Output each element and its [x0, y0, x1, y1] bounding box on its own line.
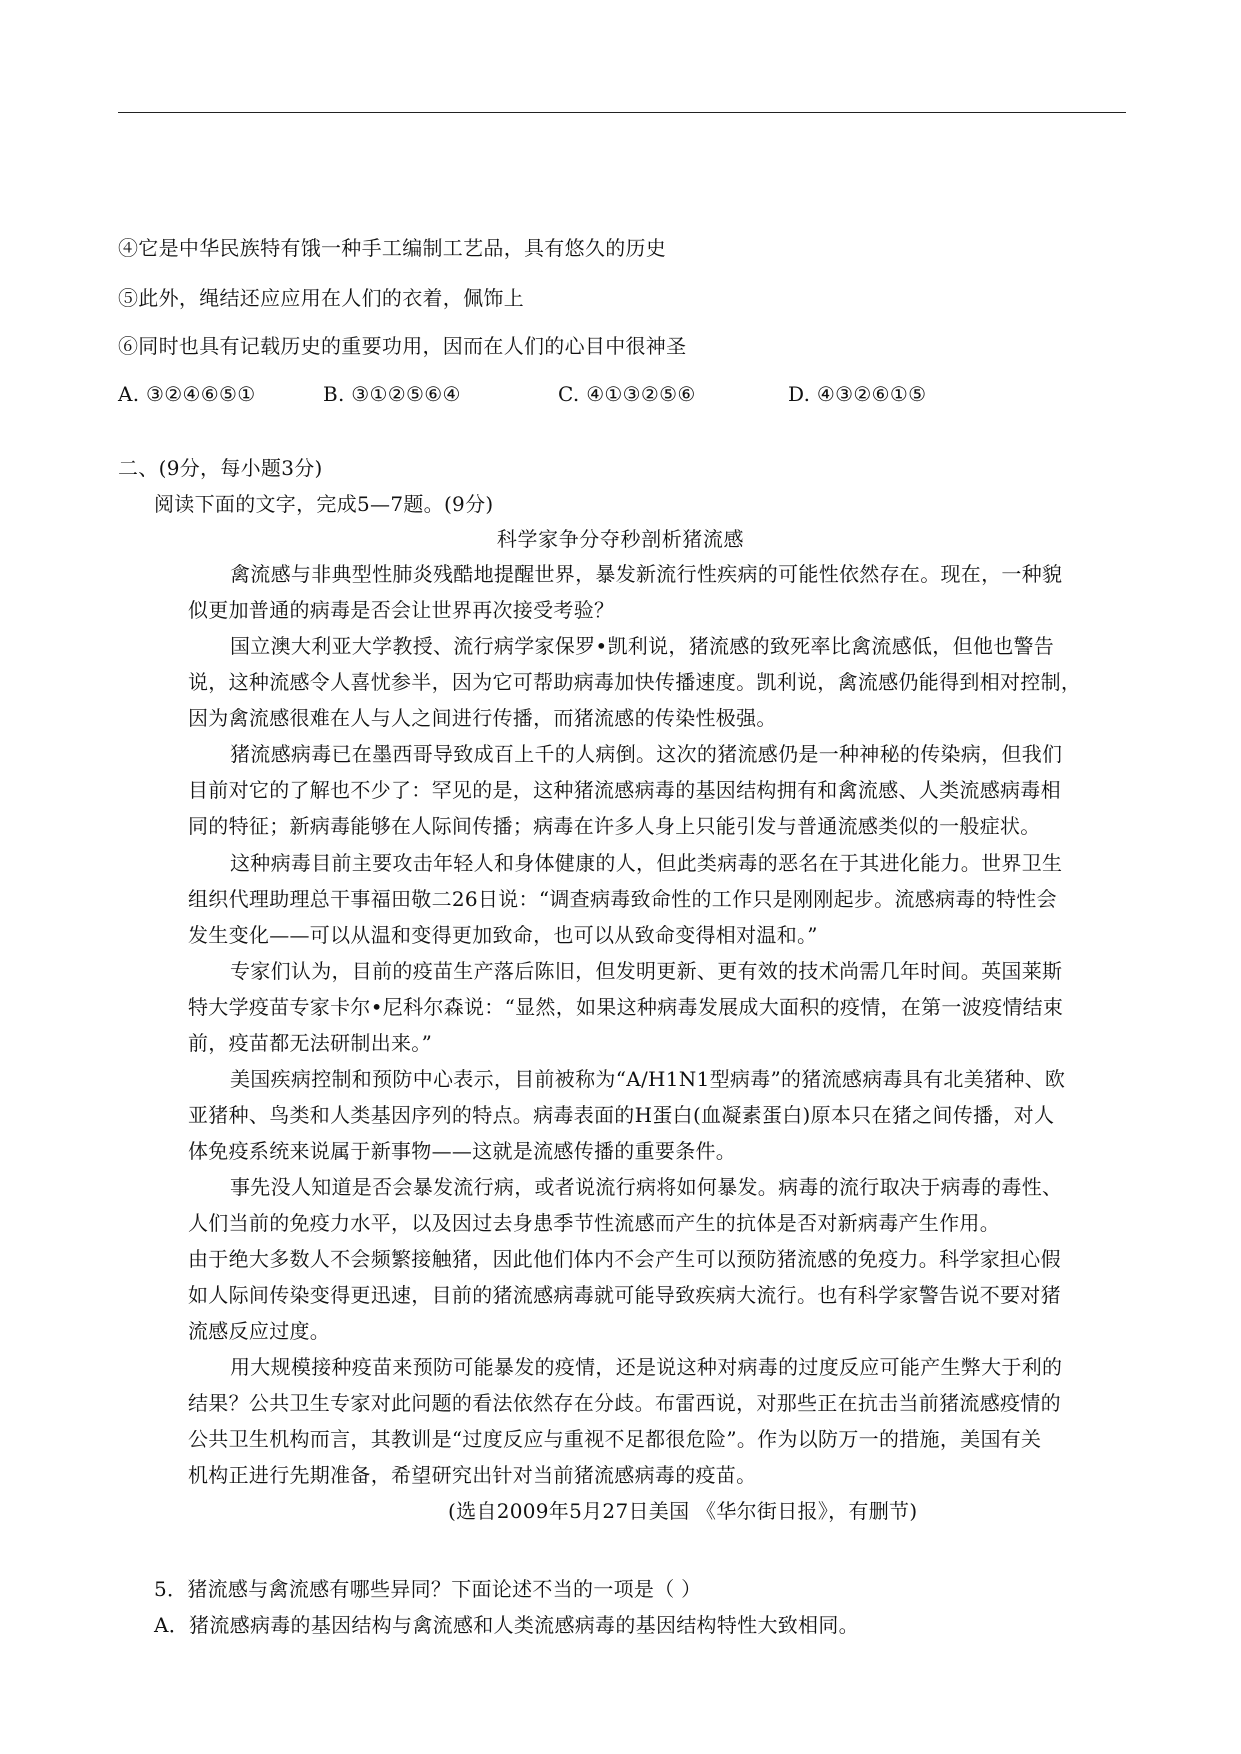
- item-6: ⑥同时也具有记载历史的重要功用，因而在人们的心目中很神圣: [118, 334, 687, 358]
- paragraph-line: 亚猪种、鸟类和人类基因序列的特点。病毒表面的H蛋白(血凝素蛋白)原本只在猪之间传播，对人: [188, 1103, 1055, 1127]
- paragraph-line: 公共卫生机构而言，其教训是“过度反应与重视不足都很危险”。作为以防万一的措施，美国有关: [188, 1427, 1042, 1451]
- question-5-option-a: A．猪流感病毒的基因结构与禽流感和人类流感病毒的基因结构特性大致相同。: [154, 1613, 859, 1637]
- paragraph-line: 专家们认为，目前的疫苗生产落后陈旧，但发明更新、更有效的技术尚需几年时间。英国莱斯: [230, 959, 1063, 983]
- paragraph-line: 发生变化——可以从温和变得更加致命，也可以从致命变得相对温和。”: [188, 923, 818, 947]
- header-rule: [118, 112, 1126, 113]
- paragraph-line: 猪流感病毒已在墨西哥导致成百上千的人病倒。这次的猪流感仍是一种神秘的传染病，但我们: [230, 742, 1063, 766]
- item-4: ④它是中华民族特有饿一种手工编制工艺品，具有悠久的历史: [118, 236, 667, 260]
- answer-options: [118, 382, 1118, 406]
- paragraph-line: 用大规模接种疫苗来预防可能暴发的疫情，还是说这种对病毒的过度反应可能产生弊大于利的: [230, 1355, 1063, 1379]
- option-c: C. ④①③②⑤⑥: [558, 382, 696, 406]
- paragraph-line: 组织代理助理总干事福田敬二26日说：“调查病毒致命性的工作只是刚刚起步。流感病毒的特性会: [188, 887, 1057, 911]
- paragraph-line: 体免疫系统来说属于新事物——这就是流感传播的重要条件。: [188, 1139, 737, 1163]
- question-5: 5．猪流感与禽流感有哪些异同？下面论述不当的一项是（ ）: [154, 1577, 702, 1601]
- paragraph-line: 目前对它的了解也不少了：罕见的是，这种猪流感病毒的基因结构拥有和禽流感、人类流感病毒相: [188, 778, 1061, 802]
- paragraph-line: 特大学疫苗专家卡尔•尼科尔森说：“显然，如果这种病毒发展成大面积的疫情，在第一波疫情结束: [188, 995, 1064, 1019]
- paragraph-line: 禽流感与非典型性肺炎残酷地提醒世界，暴发新流行性疾病的可能性依然存在。现在，一种貌: [230, 562, 1063, 586]
- paragraph-line: 由于绝大多数人不会频繁接触猪，因此他们体内不会产生可以预防猪流感的免疫力。科学家担心假: [188, 1247, 1061, 1271]
- option-d: D. ④③②⑥①⑤: [788, 382, 927, 406]
- reading-instruction: 阅读下面的文字，完成5—7题。(9分): [154, 492, 494, 516]
- article-title: 科学家争分夺秒剖析猪流感: [496, 527, 745, 551]
- paragraph-line: 如人际间传染变得更迅速，目前的猪流感病毒就可能导致疾病大流行。也有科学家警告说不要对猪: [188, 1283, 1061, 1307]
- paragraph-line: 因为禽流感很难在人与人之间进行传播，而猪流感的传染性极强。: [188, 706, 777, 730]
- paragraph-line: 同的特征；新病毒能够在人际间传播；病毒在许多人身上只能引发与普通流感类似的一般症状。: [188, 814, 1041, 838]
- paragraph-line: 事先没人知道是否会暴发流行病，或者说流行病将如何暴发。病毒的流行取决于病毒的毒性、: [230, 1175, 1063, 1199]
- paragraph-line: 机构正进行先期准备，希望研究出针对当前猪流感病毒的疫苗。: [188, 1463, 757, 1487]
- option-b: B. ③①②⑤⑥④: [323, 382, 461, 406]
- paragraph-line: 前，疫苗都无法研制出来。”: [188, 1031, 433, 1055]
- paragraph-line: 结果？公共卫生专家对此问题的看法依然存在分歧。布雷西说，对那些正在抗击当前猪流感疫情的: [188, 1391, 1061, 1415]
- paragraph-line: 流感反应过度。: [188, 1319, 331, 1343]
- paragraph-line: 美国疾病控制和预防中心表示，目前被称为“A/H1N1型病毒”的猪流感病毒具有北美猪种、欧: [230, 1067, 1066, 1091]
- paragraph-line: 人们当前的免疫力水平，以及因过去身患季节性流感而产生的抗体是否对新病毒产生作用。: [188, 1211, 1000, 1235]
- section-header: 二、(9分，每小题3分): [118, 456, 323, 480]
- paragraph-line: 说，这种流感令人喜忧参半，因为它可帮助病毒加快传播速度。凯利说，禽流感仍能得到相对控制，: [188, 670, 1082, 694]
- paragraph-line: 这种病毒目前主要攻击年轻人和身体健康的人，但此类病毒的恶名在于其进化能力。世界卫生: [230, 851, 1063, 875]
- option-a: A. ③②④⑥⑤①: [118, 382, 256, 406]
- item-5: ⑤此外，绳结还应应用在人们的衣着，佩饰上: [118, 286, 524, 310]
- paragraph-line: 国立澳大利亚大学教授、流行病学家保罗•凯利说，猪流感的致死率比禽流感低，但他也警告: [230, 634, 1055, 658]
- paragraph-line: 似更加普通的病毒是否会让世界再次接受考验？: [188, 598, 615, 622]
- article-source: (选自2009年5月27日美国 《华尔街日报》，有删节): [448, 1499, 918, 1523]
